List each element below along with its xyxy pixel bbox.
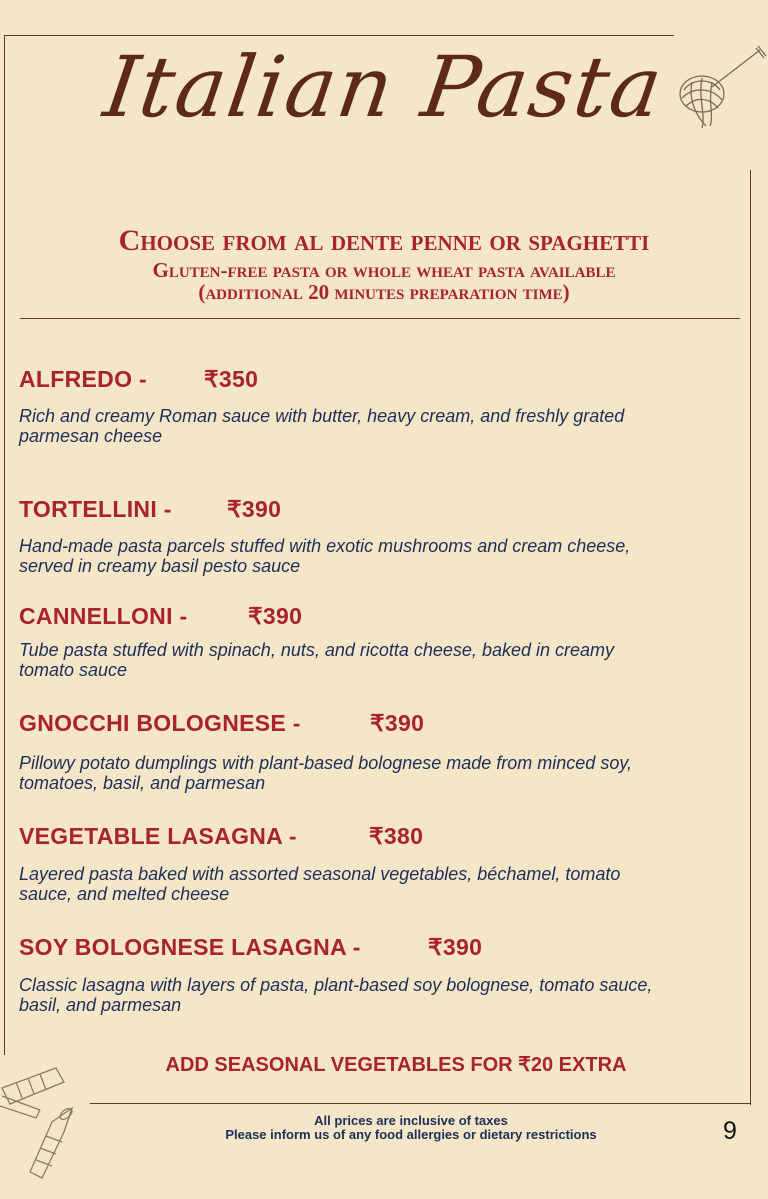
page-number: 9: [723, 1117, 737, 1145]
addon-note: ADD SEASONAL VEGETABLES FOR ₹20 EXTRA: [165, 1054, 627, 1076]
item-name: GNOCCHI BOLOGNESE -: [19, 710, 301, 736]
subtitle-alt: Gluten-free pasta or whole wheat pasta available: [152, 258, 616, 282]
fork-with-spaghetti-icon: [672, 42, 768, 132]
item-description-line-1: Hand-made pasta parcels stuffed with exotic mushrooms and cream cheese,: [19, 536, 631, 556]
item-description-line-2: tomato sauce: [19, 660, 128, 680]
item-price: ₹390: [248, 603, 303, 629]
frame-line-right: [750, 170, 751, 1105]
item-description-line-1: Classic lasagna with layers of pasta, plant-based soy bolognese, tomato sauce,: [19, 975, 653, 995]
item-description-line-1: Pillowy potato dumplings with plant-based bolognese made from minced soy,: [19, 753, 632, 773]
item-price: ₹350: [204, 366, 259, 392]
page-title: Italian Pasta: [98, 38, 670, 136]
header-divider: [20, 318, 740, 319]
item-description-line-1: Layered pasta baked with assorted seasonal vegetables, béchamel, tomato: [19, 864, 621, 884]
item-price: ₹390: [227, 496, 282, 522]
item-name: ALFREDO -: [19, 366, 147, 392]
item-name: CANNELLONI -: [19, 603, 188, 629]
item-description-line-2: served in creamy basil pesto sauce: [19, 556, 301, 576]
frame-line-left: [4, 35, 5, 1055]
item-description-line-2: basil, and parmesan: [19, 995, 182, 1015]
item-name: TORTELLINI -: [19, 496, 172, 522]
item-price: ₹390: [370, 710, 425, 736]
item-name: VEGETABLE LASAGNA -: [19, 823, 297, 849]
item-description-line-2: sauce, and melted cheese: [19, 884, 230, 904]
item-description-line-1: Rich and creamy Roman sauce with butter, heavy cream, and freshly grated: [19, 406, 625, 426]
item-description-line-2: tomatoes, basil, and parmesan: [19, 773, 266, 793]
footer-allergy-note: Please inform us of any food allergies or dietary restrictions: [225, 1127, 597, 1142]
item-description-line-2: parmesan cheese: [19, 426, 163, 446]
frame-line-bottom: [90, 1103, 750, 1104]
frame-line-top: [4, 35, 674, 36]
item-price: ₹380: [369, 823, 424, 849]
subtitle-main: Choose from al dente penne or spaghetti: [118, 224, 650, 257]
footer-tax-note: All prices are inclusive of taxes: [314, 1113, 508, 1128]
item-price: ₹390: [428, 934, 483, 960]
item-description-line-1: Tube pasta stuffed with spinach, nuts, and ricotta cheese, baked in creamy: [19, 640, 615, 660]
subtitle-note: (additional 20 minutes preparation time): [198, 280, 570, 304]
item-name: SOY BOLOGNESE LASAGNA -: [19, 934, 361, 960]
